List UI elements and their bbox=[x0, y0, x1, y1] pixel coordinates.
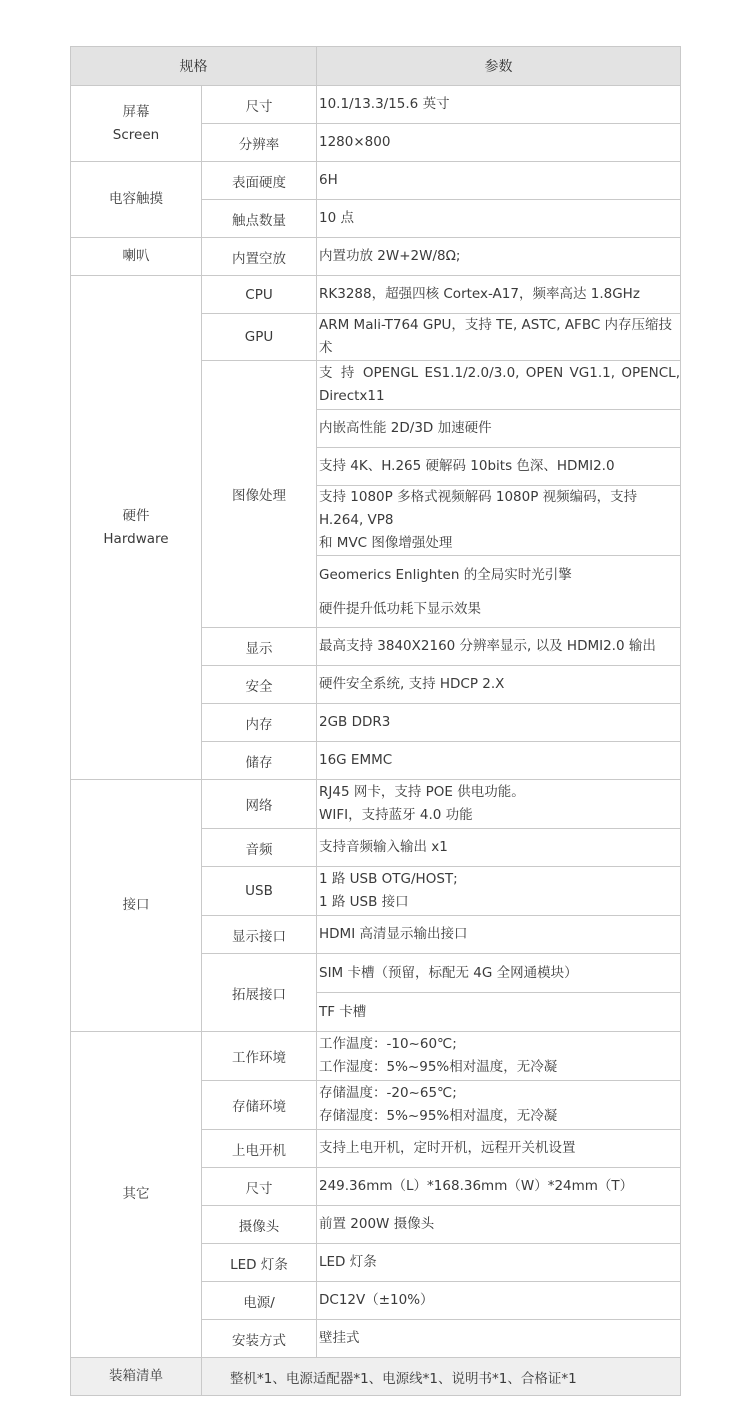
table-row bbox=[71, 276, 681, 314]
spec-value: 1 路 USB OTG/HOST; 1 路 USB 接口 bbox=[317, 867, 681, 916]
table-row bbox=[71, 1032, 681, 1081]
spec-value: 10 点 bbox=[317, 200, 681, 238]
table-row bbox=[71, 780, 681, 829]
spec-label: USB bbox=[202, 867, 317, 916]
category-packing: 装箱清单 bbox=[71, 1358, 202, 1396]
spec-label: 安全 bbox=[202, 666, 317, 704]
category-hardware: 硬件 Hardware bbox=[71, 276, 202, 780]
spec-value: 16G EMMC bbox=[317, 742, 681, 780]
spec-value: SIM 卡槽（预留，标配无 4G 全网通模块） bbox=[317, 954, 681, 993]
spec-value: 内嵌高性能 2D/3D 加速硬件 bbox=[317, 410, 681, 448]
spec-value: HDMI 高清显示输出接口 bbox=[317, 916, 681, 954]
category-interface: 接口 bbox=[71, 780, 202, 1032]
spec-label: 尺寸 bbox=[202, 86, 317, 124]
spec-value: DC12V（±10%） bbox=[317, 1282, 681, 1320]
spec-label: 内置空放 bbox=[202, 238, 317, 276]
spec-value: 支持 4K、H.265 硬解码 10bits 色深、HDMI2.0 bbox=[317, 448, 681, 486]
spec-label: 触点数量 bbox=[202, 200, 317, 238]
spec-table bbox=[70, 46, 681, 1396]
spec-label: 显示接口 bbox=[202, 916, 317, 954]
spec-label-image-processing: 图像处理 bbox=[202, 361, 317, 628]
spec-value: 1280×800 bbox=[317, 124, 681, 162]
spec-label: 储存 bbox=[202, 742, 317, 780]
spec-value: LED 灯条 bbox=[317, 1244, 681, 1282]
spec-label: GPU bbox=[202, 314, 317, 361]
spec-value: 硬件安全系统, 支持 HDCP 2.X bbox=[317, 666, 681, 704]
spec-value: 壁挂式 bbox=[317, 1320, 681, 1358]
spec-value: 支持 1080P 多格式视频解码 1080P 视频编码，支持 H.264, VP8 和 MVC 图像增强处理 bbox=[317, 486, 681, 556]
spec-value: Geomerics Enlighten 的全局实时光引擎 硬件提升低功耗下显示效果 bbox=[317, 556, 681, 628]
spec-label: 摄像头 bbox=[202, 1206, 317, 1244]
spec-label: 表面硬度 bbox=[202, 162, 317, 200]
spec-label: 尺寸 bbox=[202, 1168, 317, 1206]
packing-list-value: 整机*1、电源适配器*1、电源线*1、说明书*1、合格证*1 bbox=[202, 1358, 681, 1396]
spec-value: 支 持 OPENGL ES1.1/2.0/3.0, OPEN VG1.1, OPENCL, Directx11 bbox=[317, 361, 681, 410]
spec-label: 网络 bbox=[202, 780, 317, 829]
header-spec: 规格 bbox=[71, 47, 317, 86]
spec-value: 10.1/13.3/15.6 英寸 bbox=[317, 86, 681, 124]
spec-value: RK3288，超强四核 Cortex-A17，频率高达 1.8GHz bbox=[317, 276, 681, 314]
spec-value: 249.36mm（L）*168.36mm（W）*24mm（T） bbox=[317, 1168, 681, 1206]
spec-label: 上电开机 bbox=[202, 1130, 317, 1168]
spec-value: 支持音频输入输出 x1 bbox=[317, 829, 681, 867]
spec-label: LED 灯条 bbox=[202, 1244, 317, 1282]
category-speaker: 喇叭 bbox=[71, 238, 202, 276]
spec-value: 工作温度：-10~60℃; 工作湿度：5%~95%相对温度，无冷凝 bbox=[317, 1032, 681, 1081]
category-other: 其它 bbox=[71, 1032, 202, 1358]
spec-label: 内存 bbox=[202, 704, 317, 742]
spec-value: 前置 200W 摄像头 bbox=[317, 1206, 681, 1244]
spec-value: TF 卡槽 bbox=[317, 993, 681, 1032]
spec-value: ARM Mali-T764 GPU，支持 TE, ASTC, AFBC 内存压缩技术 bbox=[317, 314, 681, 361]
table-row bbox=[71, 86, 681, 124]
spec-label: 安装方式 bbox=[202, 1320, 317, 1358]
spec-label: 存储环境 bbox=[202, 1081, 317, 1130]
spec-label: 电源/ bbox=[202, 1282, 317, 1320]
table-row-packing bbox=[71, 1358, 681, 1396]
header-param: 参数 bbox=[317, 47, 681, 86]
spec-value: 存储温度：-20~65℃; 存储湿度：5%~95%相对温度，无冷凝 bbox=[317, 1081, 681, 1130]
spec-value: 支持上电开机，定时开机，远程开关机设置 bbox=[317, 1130, 681, 1168]
category-touch: 电容触摸 bbox=[71, 162, 202, 238]
spec-value: 内置功放 2W+2W/8Ω; bbox=[317, 238, 681, 276]
spec-value: 6H bbox=[317, 162, 681, 200]
spec-label: 显示 bbox=[202, 628, 317, 666]
category-screen: 屏幕 Screen bbox=[71, 86, 202, 162]
spec-label: 音频 bbox=[202, 829, 317, 867]
spec-label: 拓展接口 bbox=[202, 954, 317, 1032]
spec-value: RJ45 网卡，支持 POE 供电功能。 WIFI，支持蓝牙 4.0 功能 bbox=[317, 780, 681, 829]
table-row bbox=[71, 238, 681, 276]
table-row bbox=[71, 162, 681, 200]
spec-label: CPU bbox=[202, 276, 317, 314]
spec-label: 分辨率 bbox=[202, 124, 317, 162]
table-header bbox=[71, 47, 681, 86]
spec-value: 最高支持 3840X2160 分辨率显示, 以及 HDMI2.0 输出 bbox=[317, 628, 681, 666]
spec-label: 工作环境 bbox=[202, 1032, 317, 1081]
spec-value: 2GB DDR3 bbox=[317, 704, 681, 742]
